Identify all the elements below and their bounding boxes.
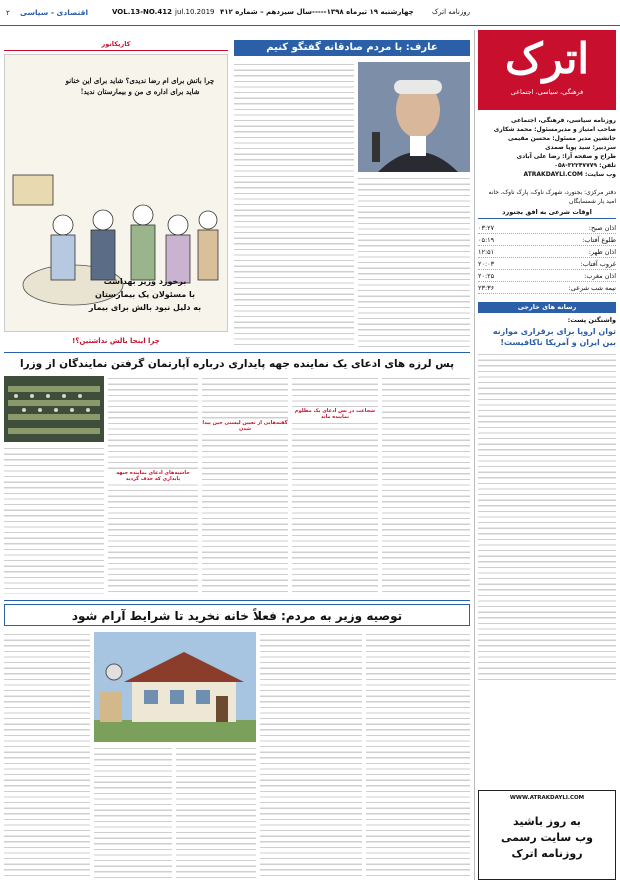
logo-tagline: فرهنگی، سیاسی، اجتماعی — [510, 88, 584, 96]
mid-subhead-3: گفته‌هایی از تعیین لیستی حین پیدا شدن — [202, 420, 288, 432]
prayer-time: ۰۳:۲۷ — [478, 224, 495, 232]
foreign-media-headline: توان اروپا برای برقراری موازنه بین ایران و آمریکا ناکافیست! — [492, 327, 616, 347]
foreign-media-tag: رسانه های خارجی — [478, 302, 616, 313]
mid-body-col5 — [382, 376, 470, 594]
masthead-info-line: جانشین مدیر مسئول: محسن مقیمی — [507, 135, 616, 142]
prayer-label: اذان ظهر: — [588, 248, 616, 256]
masthead-info-line: روزنامه سیاسی، فرهنگی، اجتماعی — [511, 117, 616, 124]
mid-section-divider — [4, 600, 470, 601]
side-ad-line2: وب سایت رسمی — [501, 831, 593, 844]
foreign-media-body — [478, 352, 616, 682]
masthead-info-line: صاحب امتیاز و مدیرمسئول: محمد شکاری — [493, 126, 616, 133]
mid-headline: پس لرزه های ادعای یک نماینده جهه پایداری درباره آپارتمان گرفتن نمایندگان از وزرا — [19, 358, 455, 370]
bottom-headline: توصیه وزیر به مردم: فعلاً خانه نخرید تا شرایط آرام شود — [71, 609, 403, 623]
masthead-info-line: وب سایت: ATRAKDAYLI.COM — [523, 171, 616, 178]
paper-label: روزنامه اترک — [432, 8, 470, 16]
logo-text: اترک — [504, 34, 590, 83]
prayer-label: اذان صبح: — [588, 224, 616, 232]
masthead-address: دفتر مرکزی: بجنورد، شهرک ناوک، پارک ناوک، خانه امید یار شمسایگان — [488, 189, 616, 205]
page-number: ۲ — [6, 9, 10, 17]
foreign-media-source: واشنگتن پست: — [567, 316, 616, 324]
section-label: اقتصادی - سیاسی — [20, 8, 89, 17]
prayer-time: ۱۲:۵۱ — [478, 248, 495, 256]
prayer-time: ۲۰:۰۳ — [478, 260, 495, 268]
prayer-time: ۲۳:۳۶ — [478, 284, 495, 292]
parliament-drawing — [4, 376, 104, 442]
side-ad-line1: به روز باشید — [513, 815, 581, 828]
masthead-info-line: سردبیر: سید پویا صمدی — [545, 144, 616, 151]
bottom-body-col3 — [176, 746, 256, 880]
right-column-divider — [474, 30, 475, 880]
prayer-label: غروب آفتاب: — [580, 260, 616, 268]
side-ad-line3: روزنامه اترک — [511, 847, 583, 860]
prayer-row — [478, 234, 616, 246]
cartoon-tag: کاریکاتور — [4, 40, 228, 51]
bottom-body-col4 — [260, 632, 362, 880]
lead-body-right — [358, 176, 470, 347]
bottom-body-col2 — [94, 746, 172, 880]
bottom-photo-house — [94, 632, 256, 742]
lead-body-left — [234, 62, 354, 347]
house-drawing — [94, 632, 256, 742]
header-strip — [0, 0, 620, 26]
prayer-box — [478, 208, 616, 294]
bottom-body-col5 — [366, 632, 470, 880]
prayer-list — [478, 222, 616, 294]
cartoon-footer: چرا اینجا بالش نداشتین؟! — [72, 337, 160, 345]
prayer-title: اوقات شرعی به افق بجنورد — [478, 208, 616, 219]
side-ad-site[interactable]: WWW.ATRAKDAYLI.COM — [509, 795, 585, 801]
prayer-time: ۲۰:۲۵ — [478, 272, 495, 280]
lead-photo — [358, 62, 470, 172]
lead-photo-drawing — [358, 62, 470, 172]
prayer-label: نیمه شب شرعی: — [568, 284, 616, 292]
masthead-info — [478, 116, 616, 179]
prayer-label: طلوع آفتاب: — [582, 236, 616, 244]
masthead-info-line: طراح و صفحه آرا: رضا علی آبادی — [516, 153, 616, 160]
prayer-row — [478, 222, 616, 234]
side-ad[interactable] — [478, 790, 616, 880]
prayer-row — [478, 246, 616, 258]
cartoon-caption-1: برخورد وزیر بهداشت — [103, 277, 187, 286]
prayer-row — [478, 282, 616, 294]
top-section-divider — [4, 352, 470, 353]
mid-body-col1 — [4, 446, 104, 594]
volume-label: VOL.13-NO.412 — [112, 8, 172, 16]
prayer-row — [478, 270, 616, 282]
lead-headline-bar — [234, 40, 470, 56]
mid-subhead-1: حاشیه‌های ادعای نماینده جبهه پایداری که حذف گردید — [108, 470, 198, 482]
cartoon-caption-3: به دلیل نبود بالش برای بیمار — [88, 303, 202, 312]
lead-headline: عارف: با مردم صادقانه گفتگو کنیم — [266, 42, 438, 53]
masthead-info-line: تلفن: ۳۲۲۴۷۷۷۹-۰۵۸ — [554, 162, 616, 169]
prayer-row — [478, 258, 616, 270]
prayer-label: اذان مغرب: — [584, 272, 616, 280]
date-fa: چهارشنبه ۱۹ تیرماه ۱۳۹۸-----سال سیزدهم – شماره ۴۱۲ — [220, 8, 414, 16]
mid-photo-parliament — [4, 376, 104, 442]
masthead-logo — [478, 30, 616, 110]
bottom-body-col1 — [4, 632, 90, 880]
cartoon-image — [4, 54, 228, 332]
date-en: jul.10.2019 — [175, 8, 215, 16]
bottom-headline-box — [4, 604, 470, 626]
cartoon-speech: چرا باتش برای ام رضا ندیدی؟ شاید برای این خنانو شاید برای اداره ی من و بیمارستان ندید! — [65, 76, 215, 96]
prayer-time: ۰۵:۱۹ — [478, 236, 495, 244]
mid-body-col3 — [202, 376, 288, 594]
cartoon-caption-2: با مسئولان یک بیمارستان — [95, 290, 195, 299]
mid-subhead-2: شجاعت در پس ادعای یک مظلوم نماینده ماند — [292, 408, 378, 420]
mid-body-col2 — [108, 376, 198, 594]
